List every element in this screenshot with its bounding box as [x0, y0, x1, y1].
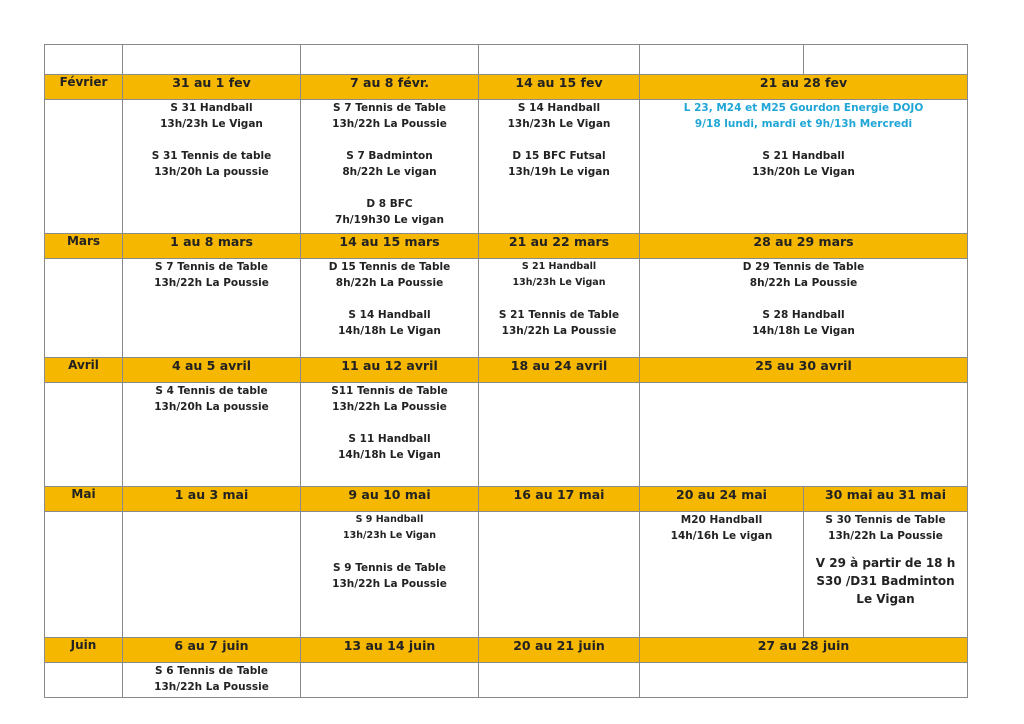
- event-line: L 23, M24 et M25 Gourdon Energie DOJO: [683, 102, 924, 114]
- events-cell: [640, 512, 804, 638]
- event-block: [301, 148, 478, 180]
- event-line: S 7 Tennis de Table: [155, 261, 268, 273]
- event-line: S 9 Handball: [355, 514, 424, 525]
- events-cell: [123, 663, 301, 698]
- month-side-cell: [45, 383, 123, 487]
- event-line: S 21 Handball: [762, 150, 845, 162]
- week-label: 18 au 24 avril: [479, 358, 640, 383]
- event-line: 13h/23h Le Vigan: [160, 118, 263, 130]
- month-side-cell: [45, 100, 123, 234]
- blank-cell: [45, 45, 123, 75]
- event-line: 13h/19h Le vigan: [508, 166, 610, 178]
- event-line: 8h/22h Le vigan: [342, 166, 437, 178]
- week-label: 30 mai au 31 mai: [804, 487, 968, 512]
- month-side-cell: [45, 512, 123, 638]
- blank-cell: [479, 45, 640, 75]
- event-line: 13h/22h La Poussie: [332, 118, 447, 130]
- event-line: S 7 Badminton: [346, 150, 433, 162]
- week-label: 27 au 28 juin: [640, 638, 968, 663]
- events-cell: [804, 512, 968, 638]
- event-line: S 9 Tennis de Table: [333, 562, 446, 574]
- events-cell: [301, 100, 479, 234]
- event-block: [804, 554, 967, 608]
- month-events-row: [45, 259, 968, 358]
- event-line: S 4 Tennis de table: [155, 385, 268, 397]
- event-line: 13h/22h La Poussie: [154, 277, 269, 289]
- blank-cell: [640, 45, 804, 75]
- blank-cell: [804, 45, 968, 75]
- week-label: 1 au 8 mars: [123, 234, 301, 259]
- event-line: S11 Tennis de Table: [331, 385, 448, 397]
- week-label: 31 au 1 fev: [123, 75, 301, 100]
- event-block: [640, 307, 967, 339]
- event-line: S 21 Handball: [521, 261, 597, 272]
- month-label: Avril: [45, 358, 123, 383]
- month-header-row: [45, 638, 968, 663]
- month-events-row: [45, 100, 968, 234]
- event-block: [640, 100, 967, 132]
- event-line: M20 Handball: [680, 514, 763, 526]
- event-line: 13h/23h Le Vigan: [512, 277, 606, 288]
- events-cell: [479, 100, 640, 234]
- event-line: S30 /D31 Badminton: [816, 574, 955, 588]
- event-line: S 14 Handball: [348, 309, 431, 321]
- event-block: [301, 307, 478, 339]
- event-block: [123, 148, 300, 180]
- event-line: 13h/20h La poussie: [154, 166, 269, 178]
- week-label: 13 au 14 juin: [301, 638, 479, 663]
- event-block: [123, 663, 300, 695]
- event-block: [804, 512, 967, 544]
- events-cell: [301, 383, 479, 487]
- week-label: 21 au 28 fev: [640, 75, 968, 100]
- event-block: [301, 383, 478, 415]
- month-label: Mars: [45, 234, 123, 259]
- event-line: 13h/20h La poussie: [154, 401, 269, 413]
- week-label: 16 au 17 mai: [479, 487, 640, 512]
- events-cell: [123, 512, 301, 638]
- event-line: 13h/22h La Poussie: [828, 530, 943, 542]
- week-label: 21 au 22 mars: [479, 234, 640, 259]
- events-cell: [123, 259, 301, 358]
- week-label: 7 au 8 févr.: [301, 75, 479, 100]
- week-label: 4 au 5 avril: [123, 358, 301, 383]
- event-line: 13h/20h Le Vigan: [752, 166, 855, 178]
- events-cell: [479, 383, 640, 487]
- month-label: Juin: [45, 638, 123, 663]
- event-line: S 28 Handball: [762, 309, 845, 321]
- week-label: 28 au 29 mars: [640, 234, 968, 259]
- month-side-cell: [45, 663, 123, 698]
- month-events-row: [45, 383, 968, 487]
- event-line: S 31 Handball: [170, 102, 253, 114]
- schedule-table: [44, 44, 968, 698]
- event-block: [640, 259, 967, 291]
- event-line: Le Vigan: [856, 592, 915, 606]
- week-label: 9 au 10 mai: [301, 487, 479, 512]
- event-line: S 6 Tennis de Table: [155, 665, 268, 677]
- event-block: [301, 512, 478, 544]
- event-line: S 30 Tennis de Table: [825, 514, 946, 526]
- event-block: [301, 259, 478, 291]
- event-line: 13h/22h La Poussie: [154, 681, 269, 693]
- event-line: 14h/16h Le vigan: [670, 530, 773, 542]
- event-line: 14h/18h Le Vigan: [338, 449, 441, 461]
- events-cell: [640, 259, 968, 358]
- week-label: 1 au 3 mai: [123, 487, 301, 512]
- event-line: S 14 Handball: [517, 102, 601, 114]
- event-block: [123, 259, 300, 291]
- week-label: 11 au 12 avril: [301, 358, 479, 383]
- event-block: [479, 100, 639, 132]
- week-label: 14 au 15 fev: [479, 75, 640, 100]
- event-line: S 21 Tennis de Table: [498, 309, 620, 321]
- events-cell: [301, 663, 479, 698]
- event-line: D 8 BFC: [366, 198, 413, 210]
- events-cell: [123, 383, 301, 487]
- month-header-row: [45, 487, 968, 512]
- event-line: S 31 Tennis de table: [151, 150, 272, 162]
- blank-cell: [301, 45, 479, 75]
- event-block: [479, 148, 639, 180]
- event-line: 8h/22h La Poussie: [335, 277, 444, 289]
- event-block: [479, 259, 639, 291]
- event-line: 7h/19h30 Le vigan: [335, 214, 444, 226]
- event-line: D 15 Tennis de Table: [328, 261, 451, 273]
- month-header-row: [45, 234, 968, 259]
- event-block: [123, 100, 300, 132]
- event-line: D 29 Tennis de Table: [742, 261, 865, 273]
- events-cell: [479, 512, 640, 638]
- event-line: V 29 à partir de 18 h: [815, 556, 956, 570]
- header-blank-row: [45, 45, 968, 75]
- events-cell: [479, 259, 640, 358]
- event-line: 14h/18h Le Vigan: [752, 325, 855, 337]
- event-block: [123, 383, 300, 415]
- event-block: [301, 560, 478, 592]
- event-line: 13h/23h Le Vigan: [343, 530, 436, 541]
- month-events-row: [45, 663, 968, 698]
- blank-cell: [123, 45, 301, 75]
- event-line: D 15 BFC Futsal: [512, 150, 606, 162]
- event-line: 13h/22h La Poussie: [501, 325, 617, 337]
- events-cell: [640, 663, 968, 698]
- event-block: [640, 512, 803, 544]
- events-cell: [123, 100, 301, 234]
- event-line: 14h/18h Le Vigan: [338, 325, 441, 337]
- month-label: Février: [45, 75, 123, 100]
- events-cell: [301, 259, 479, 358]
- events-cell: [479, 663, 640, 698]
- week-label: 20 au 24 mai: [640, 487, 804, 512]
- month-events-row: [45, 512, 968, 638]
- week-label: 20 au 21 juin: [479, 638, 640, 663]
- event-line: 8h/22h La Poussie: [749, 277, 858, 289]
- week-label: 25 au 30 avril: [640, 358, 968, 383]
- event-line: S 7 Tennis de Table: [333, 102, 446, 114]
- event-block: [301, 196, 478, 228]
- week-label: 6 au 7 juin: [123, 638, 301, 663]
- event-line: 9/18 lundi, mardi et 9h/13h Mercredi: [694, 118, 913, 130]
- events-cell: [640, 100, 968, 234]
- event-block: [301, 431, 478, 463]
- events-cell: [301, 512, 479, 638]
- events-cell: [640, 383, 968, 487]
- event-line: 13h/23h Le Vigan: [507, 118, 611, 130]
- week-label: 14 au 15 mars: [301, 234, 479, 259]
- month-label: Mai: [45, 487, 123, 512]
- event-block: [640, 148, 967, 180]
- month-header-row: [45, 75, 968, 100]
- event-block: [479, 307, 639, 339]
- event-line: S 11 Handball: [348, 433, 431, 445]
- event-line: 13h/22h La Poussie: [332, 578, 447, 590]
- month-side-cell: [45, 259, 123, 358]
- event-line: 13h/22h La Poussie: [332, 401, 447, 413]
- event-block: [301, 100, 478, 132]
- month-header-row: [45, 358, 968, 383]
